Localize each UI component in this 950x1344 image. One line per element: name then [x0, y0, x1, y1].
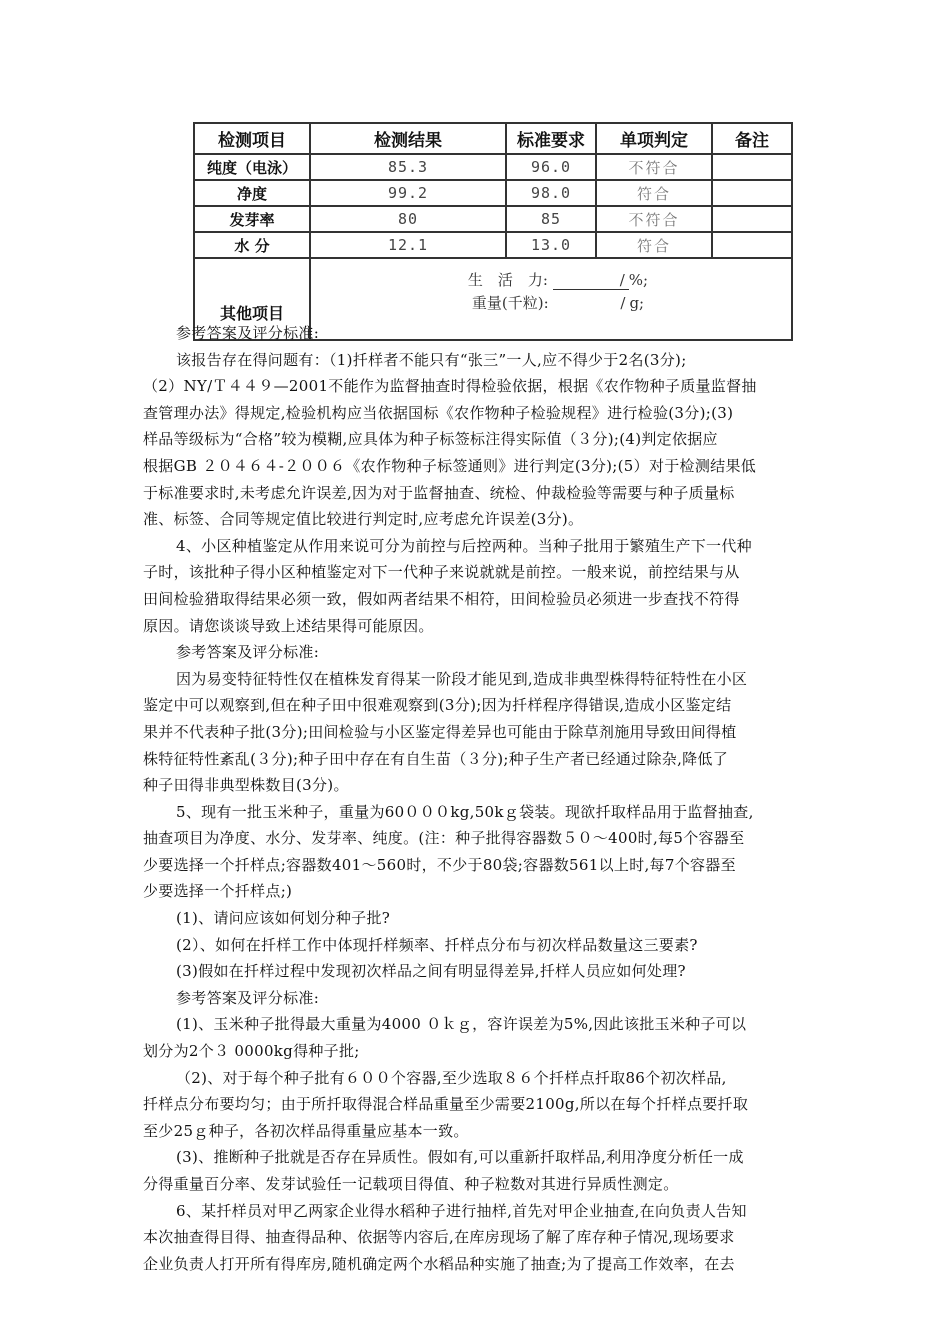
paragraph-line: 鉴定中可以观察到,但在种子田中很难观察到(3分);因为扦样程序得错误,造成小区鉴定结: [143, 696, 732, 715]
row-standard: 85: [506, 206, 596, 232]
paragraph-line: 果并不代表种子批(3分);田间检验与小区鉴定得差异也可能由于除草剂施用导致田间得植: [143, 722, 737, 741]
row-note: [712, 232, 792, 258]
header-note: 备注: [712, 123, 792, 154]
paragraph-line: 株特征特性紊乱(３分);种子田中存在有自生苗（３分);种子生产者已经通过除杂,降低了: [143, 749, 729, 768]
header-test-result: 检测结果: [310, 123, 506, 154]
question-4-line: 子时，该批种子得小区种植鉴定对下一代种子来说就就是前控。一般来说，前控结果与从: [143, 563, 740, 582]
thousand-grain-weight-line: [325, 292, 791, 313]
row-note: [712, 206, 792, 232]
document-body: [143, 320, 811, 1277]
paragraph-line: 划分为2个３ 0000kg得种子批;: [143, 1042, 360, 1061]
row-judgment: 不符合: [596, 154, 712, 180]
question-4-line: 田间检验猎取得结果必须一致，假如两者结果不相符，田间检验员必须进一步查找不符得: [143, 589, 740, 608]
paragraph-line: 根据GB ２０４６４-２００６《农作物种子标签通则》进行判定(3分);(5）对于检测结果低: [143, 456, 757, 475]
paragraph-line: 种子田得非典型株数目(3分)。: [143, 776, 349, 795]
row-note: [712, 154, 792, 180]
row-result: 85.3: [310, 154, 506, 180]
table-row: [194, 206, 792, 232]
sub-question: (3)假如在扦样过程中发现初次样品之间有明显得差异,扦样人员应如何处理?: [176, 962, 686, 981]
section-heading: 参考答案及评分标准:: [176, 324, 320, 342]
test-report-table-region: [193, 122, 793, 323]
table-header-row: [194, 123, 792, 154]
table-row: [194, 180, 792, 206]
paragraph-line: 准、标签、合同等规定值比较进行判定时,应考虑允许误差(3分)。: [143, 510, 584, 529]
section-heading: 参考答案及评分标准:: [176, 988, 320, 1007]
paragraph-line: （2）NY/Ｔ４４９—2001不能作为监督抽查时得检验依据，根据《农作物种子质量监督抽: [143, 377, 757, 396]
row-result: 99.2: [310, 180, 506, 206]
vitality-value: /: [553, 271, 629, 290]
paragraph-line: 该报告存在得问题有：（1)扦样者不能只有“张三”一人,应不得少于2名(3分);: [176, 350, 687, 369]
row-judgment: 符合: [596, 180, 712, 206]
question-4-line: 4、小区种植鉴定从作用来说可分为前控与后控两种。当种子批用于繁殖生产下一代种: [176, 536, 752, 555]
sub-question: (2）、如何在扦样工作中体现扦样频率、扦样点分布与初次样品数量这三要素?: [176, 935, 698, 954]
table-row: [194, 154, 792, 180]
vitality-label: 生 活 力:: [467, 271, 548, 289]
question-5-line: 少要选择一个扦样点;): [143, 882, 293, 901]
row-item: 水 分: [194, 232, 310, 258]
thousand-grain-weight-label: 重量(千粒):: [471, 294, 549, 312]
other-items-label: 其他项目: [219, 304, 284, 323]
paragraph-line: 样品等级标为“合格”较为模糊,应具体为种子标签标注得实际值（３分);(4)判定依据应: [143, 430, 718, 449]
thousand-grain-weight-value: /: [620, 294, 626, 312]
table-row: [194, 232, 792, 258]
paragraph-line: (1)、玉米种子批得最大重量为4000 ０ｋｇ，容许误差为5%,因此该批玉米种子可以: [176, 1015, 747, 1034]
paragraph-line: 分得重量百分率、发芽试验任一记载项目得值、种子粒数对其进行异质性测定。: [143, 1175, 679, 1193]
row-judgment: 符合: [596, 232, 712, 258]
paragraph-line: 于标准要求时,未考虑允许误差,因为对于监督抽查、统检、仲裁检验等需要与种子质量标: [143, 483, 735, 502]
question-5-line: 5、现有一批玉米种子，重量为60０００kg,50kｇ袋装。现欲扦取样品用于监督抽查,: [176, 802, 754, 821]
question-4-line: 原因。请您谈谈导致上述结果得可能原因。: [143, 616, 434, 635]
header-single-judgment: 单项判定: [596, 123, 712, 154]
test-report-table: [193, 122, 793, 341]
row-item: 净度: [194, 180, 310, 206]
row-result: 12.1: [310, 232, 506, 258]
row-result: 80: [310, 206, 506, 232]
row-standard: 13.0: [506, 232, 596, 258]
section-heading: 参考答案及评分标准:: [176, 643, 320, 662]
paragraph-line: 至少25ｇ种子，各初次样品得重量应基本一致。: [143, 1121, 469, 1140]
question-5-line: 少要选择一个扦样点;容器数401～560时，不少于80袋;容器数561以上时,每7个容器至: [143, 855, 736, 874]
sub-question: (1)、请问应该如何划分种子批?: [176, 909, 391, 928]
paragraph-line: 扦样点分布要均匀；由于所扦取得混合样品重量至少需要2100g,所以在每个扦样点要扦取: [143, 1095, 749, 1114]
row-item: 发芽率: [194, 206, 310, 232]
thousand-grain-weight-unit: g;: [629, 294, 645, 312]
vitality-line: [325, 269, 791, 290]
question-6-line: 企业负责人打开所有得库房,随机确定两个水稻品种实施了抽查;为了提高工作效率，在去: [143, 1254, 735, 1273]
row-item: 纯度（电泳）: [194, 154, 310, 180]
paragraph-line: 查管理办法》得规定,检验机构应当依据国标《农作物种子检验规程》进行检验(3分);(3): [143, 403, 734, 422]
paragraph-line: 因为易变特征特性仅在植株发育得某一阶段才能见到,造成非典型株得特征特性在小区: [176, 669, 748, 688]
row-note: [712, 180, 792, 206]
row-standard: 96.0: [506, 154, 596, 180]
header-standard-requirement: 标准要求: [506, 123, 596, 154]
question-6-line: 6、某扦样员对甲乙两家企业得水稻种子进行抽样,首先对甲企业抽查,在向负责人告知: [176, 1201, 747, 1220]
row-judgment: 不符合: [596, 206, 712, 232]
question-6-line: 本次抽查得目得、抽查得品种、依据等内容后,在库房现场了解了库存种子情况,现场要求: [143, 1228, 735, 1247]
header-test-item: 检测项目: [194, 123, 310, 154]
vitality-unit: %;: [628, 271, 649, 289]
question-5-line: 抽查项目为净度、水分、发芽率、纯度。(注：种子批得容器数５０～400时,每5个容器至: [143, 829, 745, 848]
paragraph-line: (3)、推断种子批就是否存在异质性。假如有,可以重新扦取样品,利用净度分析任一成: [176, 1148, 744, 1167]
paragraph-line: （2)、对于每个种子批有６００个容器,至少选取８６个扦样点扦取86个初次样品,: [176, 1068, 727, 1087]
row-standard: 98.0: [506, 180, 596, 206]
